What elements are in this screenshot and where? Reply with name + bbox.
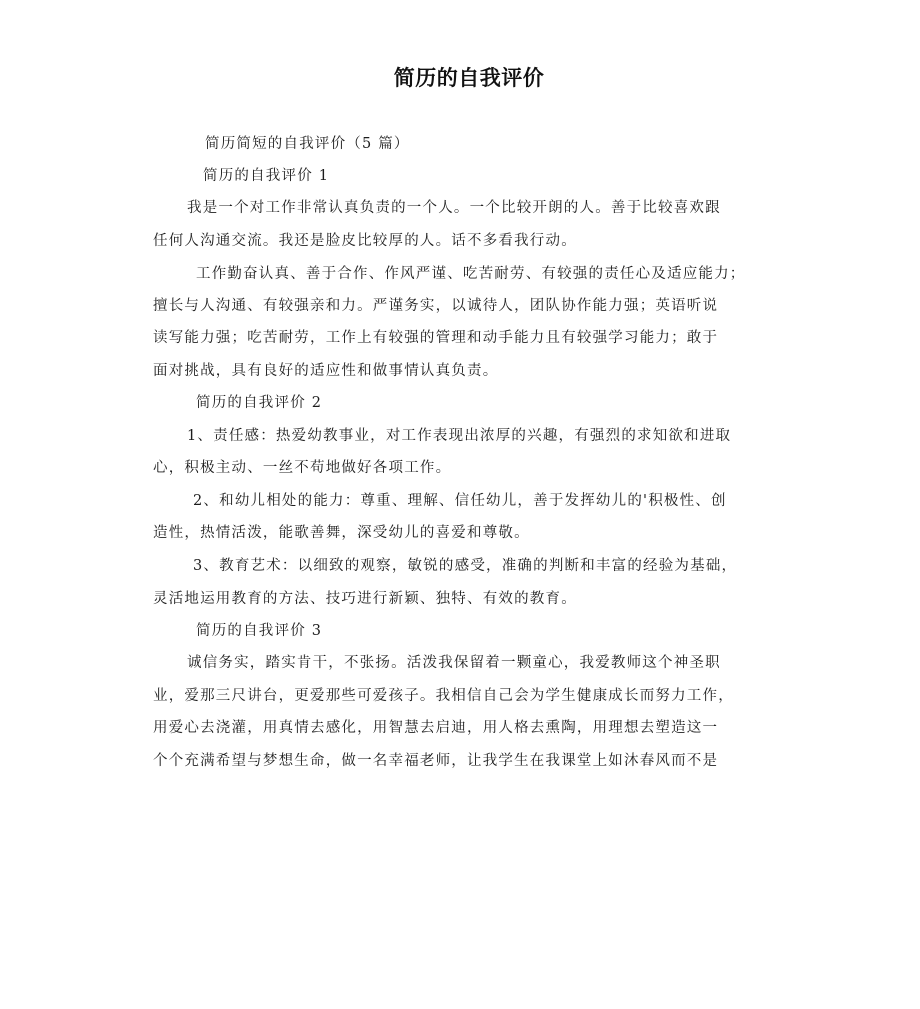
section-heading-1: 简历的自我评价 1 [203,168,330,184]
paragraph-line: 1、责任感：热爱幼教事业，对工作表现出浓厚的兴趣，有强烈的求知欲和进取 [187,428,732,444]
paragraph-line: 任何人沟通交流。我还是脸皮比较厚的人。话不多看我行动。 [153,233,577,249]
paragraph-line: 灵活地运用教育的方法、技巧进行新颖、独特、有效的教育。 [153,591,577,607]
paragraph-line: 用爱心去浇灌，用真情去感化，用智慧去启迪，用人格去熏陶，用理想去塑造这一 [153,720,719,736]
paragraph-line: 业，爱那三尺讲台，更爱那些可爱孩子。我相信自己会为学生健康成长而努力工作， [153,688,734,704]
document-title: 简历的自我评价 [393,66,545,90]
paragraph-line: 3、教育艺术：以细致的观察，敏锐的感受，准确的判断和丰富的经验为基础， [193,558,738,574]
paragraph-line: 心，积极主动、一丝不苟地做好各项工作。 [153,460,452,476]
section-heading-2: 简历的自我评价 2 [196,395,323,411]
paragraph-line: 个个充满希望与梦想生命，做一名幸福老师，让我学生在我课堂上如沐春风而不是 [153,753,719,769]
paragraph-line: 面对挑战，具有良好的适应性和做事情认真负责。 [153,363,499,379]
paragraph-line: 诚信务实，踏实肯干，不张扬。活泼我保留着一颗童心，我爱教师这个神圣职 [187,655,721,671]
paragraph-line: 工作勤奋认真、善于合作、作风严谨、吃苦耐劳、有较强的责任心及适应能力； [196,266,746,282]
paragraph-line: 2、和幼儿相处的能力：尊重、理解、信任幼儿，善于发挥幼儿的'积极性、创 [193,493,727,509]
subtitle-line: 简历简短的自我评价（5 篇） [205,136,410,152]
paragraph-line: 造性，热情活泼，能歌善舞，深受幼儿的喜爱和尊敬。 [153,525,530,541]
paragraph-line: 擅长与人沟通、有较强亲和力。严谨务实，以诚待人，团队协作能力强；英语听说 [153,298,719,314]
section-heading-3: 简历的自我评价 3 [196,623,323,639]
paragraph-line: 读写能力强；吃苦耐劳，工作上有较强的管理和动手能力且有较强学习能力；敢于 [153,330,719,346]
paragraph-line: 我是一个对工作非常认真负责的一个人。一个比较开朗的人。善于比较喜欢跟 [187,200,721,216]
